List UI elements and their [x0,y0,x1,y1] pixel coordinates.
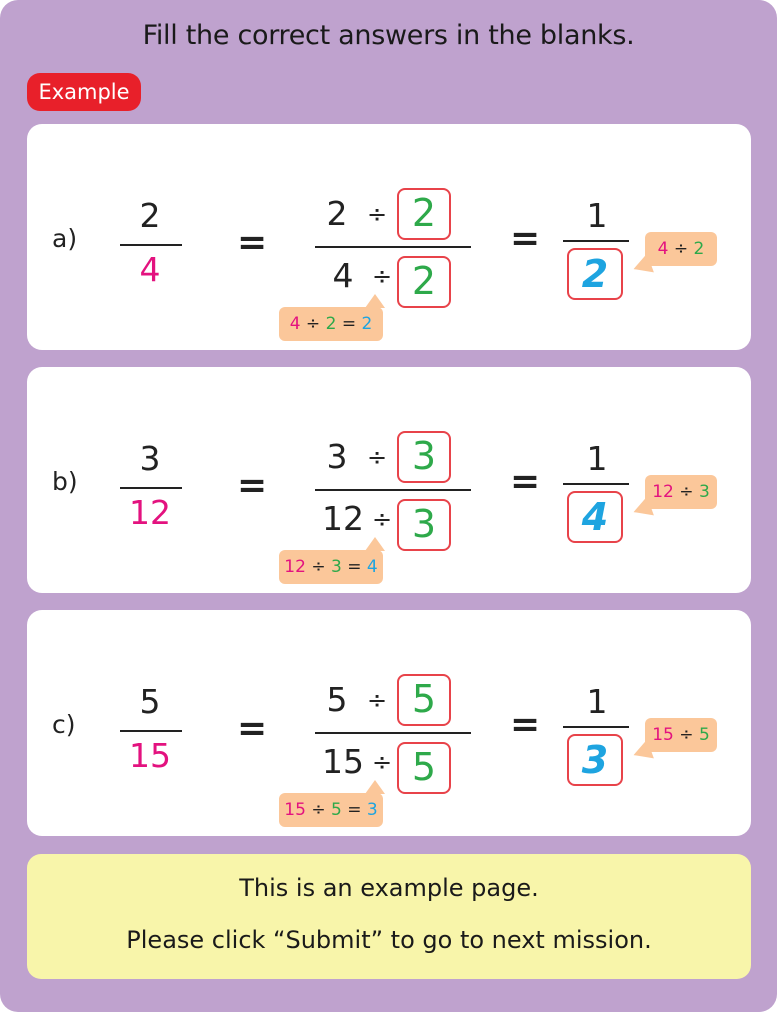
fraction-denominator: 15 [129,736,171,775]
hint-tail [365,780,385,794]
info-line-1: This is an example page. [239,874,539,902]
equals-sign: = [510,704,541,745]
hint-operator: ÷ [311,557,326,577]
divisor-input-bottom[interactable]: 3 [397,499,451,551]
hint-divisor: 5 [330,800,342,820]
hint-tag [279,793,383,827]
fraction-numerator: 5 [139,682,161,721]
middle-fraction-bar [315,246,471,248]
result-numerator: 1 [586,439,608,478]
hint-tag [279,307,383,341]
result-denominator-input[interactable]: 3 [567,734,623,786]
bubble-operator: ÷ [679,482,694,502]
divisor-input-top[interactable]: 5 [397,674,451,726]
hint-tag [279,550,383,584]
hint-equals: = [347,800,362,820]
problem-label: c) [52,710,76,739]
result-denominator-input[interactable]: 2 [567,248,623,300]
hint-dividend: 15 [284,800,306,820]
hint-equals: = [341,314,357,334]
hint-operator: ÷ [305,314,321,334]
result-numerator: 1 [586,682,608,721]
problem-card [27,367,751,593]
hint-answer: 3 [366,800,378,820]
bubble-dividend: 12 [652,482,674,502]
info-line-2: Please click “Submit” to go to next mission. [126,926,652,954]
divide-sign: ÷ [372,505,393,533]
middle-numerator: 5 [326,680,348,719]
problem-card [27,124,751,350]
middle-fraction-bar [315,732,471,734]
hint-equals: = [347,557,362,577]
hint-answer: 4 [366,557,378,577]
hint-answer: 2 [361,314,373,334]
equals-sign: = [237,222,268,263]
divide-sign: ÷ [372,748,393,776]
equals-sign: = [510,218,541,259]
fraction-bar [120,244,182,246]
middle-denominator: 15 [322,742,364,781]
bubble-divisor: 5 [698,725,710,745]
problem-label: a) [52,224,78,253]
hint-dividend: 12 [284,557,306,577]
bubble-operator: ÷ [679,725,694,745]
middle-denominator: 4 [332,256,354,295]
problem-card [27,610,751,836]
problem-label: b) [52,467,78,496]
divide-sign: ÷ [367,443,388,471]
divide-sign: ÷ [367,686,388,714]
middle-denominator: 12 [322,499,364,538]
example-badge: Example [27,73,141,111]
equals-sign: = [510,461,541,502]
divide-sign: ÷ [372,262,393,290]
result-denominator-input[interactable]: 4 [567,491,623,543]
result-fraction-bar [563,726,629,728]
bubble-divisor: 2 [693,239,705,259]
divide-sign: ÷ [367,200,388,228]
hint-divisor: 3 [330,557,342,577]
middle-numerator: 3 [326,437,348,476]
fraction-bar [120,487,182,489]
info-panel [27,854,751,979]
divisor-input-bottom[interactable]: 5 [397,742,451,794]
equals-sign: = [237,708,268,749]
hint-dividend: 4 [289,314,301,334]
bubble-divisor: 3 [698,482,710,502]
page-title: Fill the correct answers in the blanks. [142,20,635,51]
hint-operator: ÷ [311,800,326,820]
hint-bubble [645,718,717,752]
result-fraction-bar [563,240,629,242]
result-numerator: 1 [586,196,608,235]
hint-bubble [645,232,717,266]
fraction-numerator: 3 [139,439,161,478]
fraction-denominator: 12 [129,493,171,532]
divisor-input-top[interactable]: 2 [397,188,451,240]
fraction-numerator: 2 [139,196,161,235]
middle-fraction-bar [315,489,471,491]
fraction-bar [120,730,182,732]
hint-tail [365,294,385,308]
fraction-denominator: 4 [139,250,161,289]
hint-bubble [645,475,717,509]
result-fraction-bar [563,483,629,485]
middle-numerator: 2 [326,194,348,233]
hint-divisor: 2 [325,314,337,334]
equals-sign: = [237,465,268,506]
hint-tail [365,537,385,551]
divisor-input-bottom[interactable]: 2 [397,256,451,308]
divisor-input-top[interactable]: 3 [397,431,451,483]
bubble-dividend: 4 [657,239,669,259]
bubble-operator: ÷ [673,239,689,259]
bubble-dividend: 15 [652,725,674,745]
